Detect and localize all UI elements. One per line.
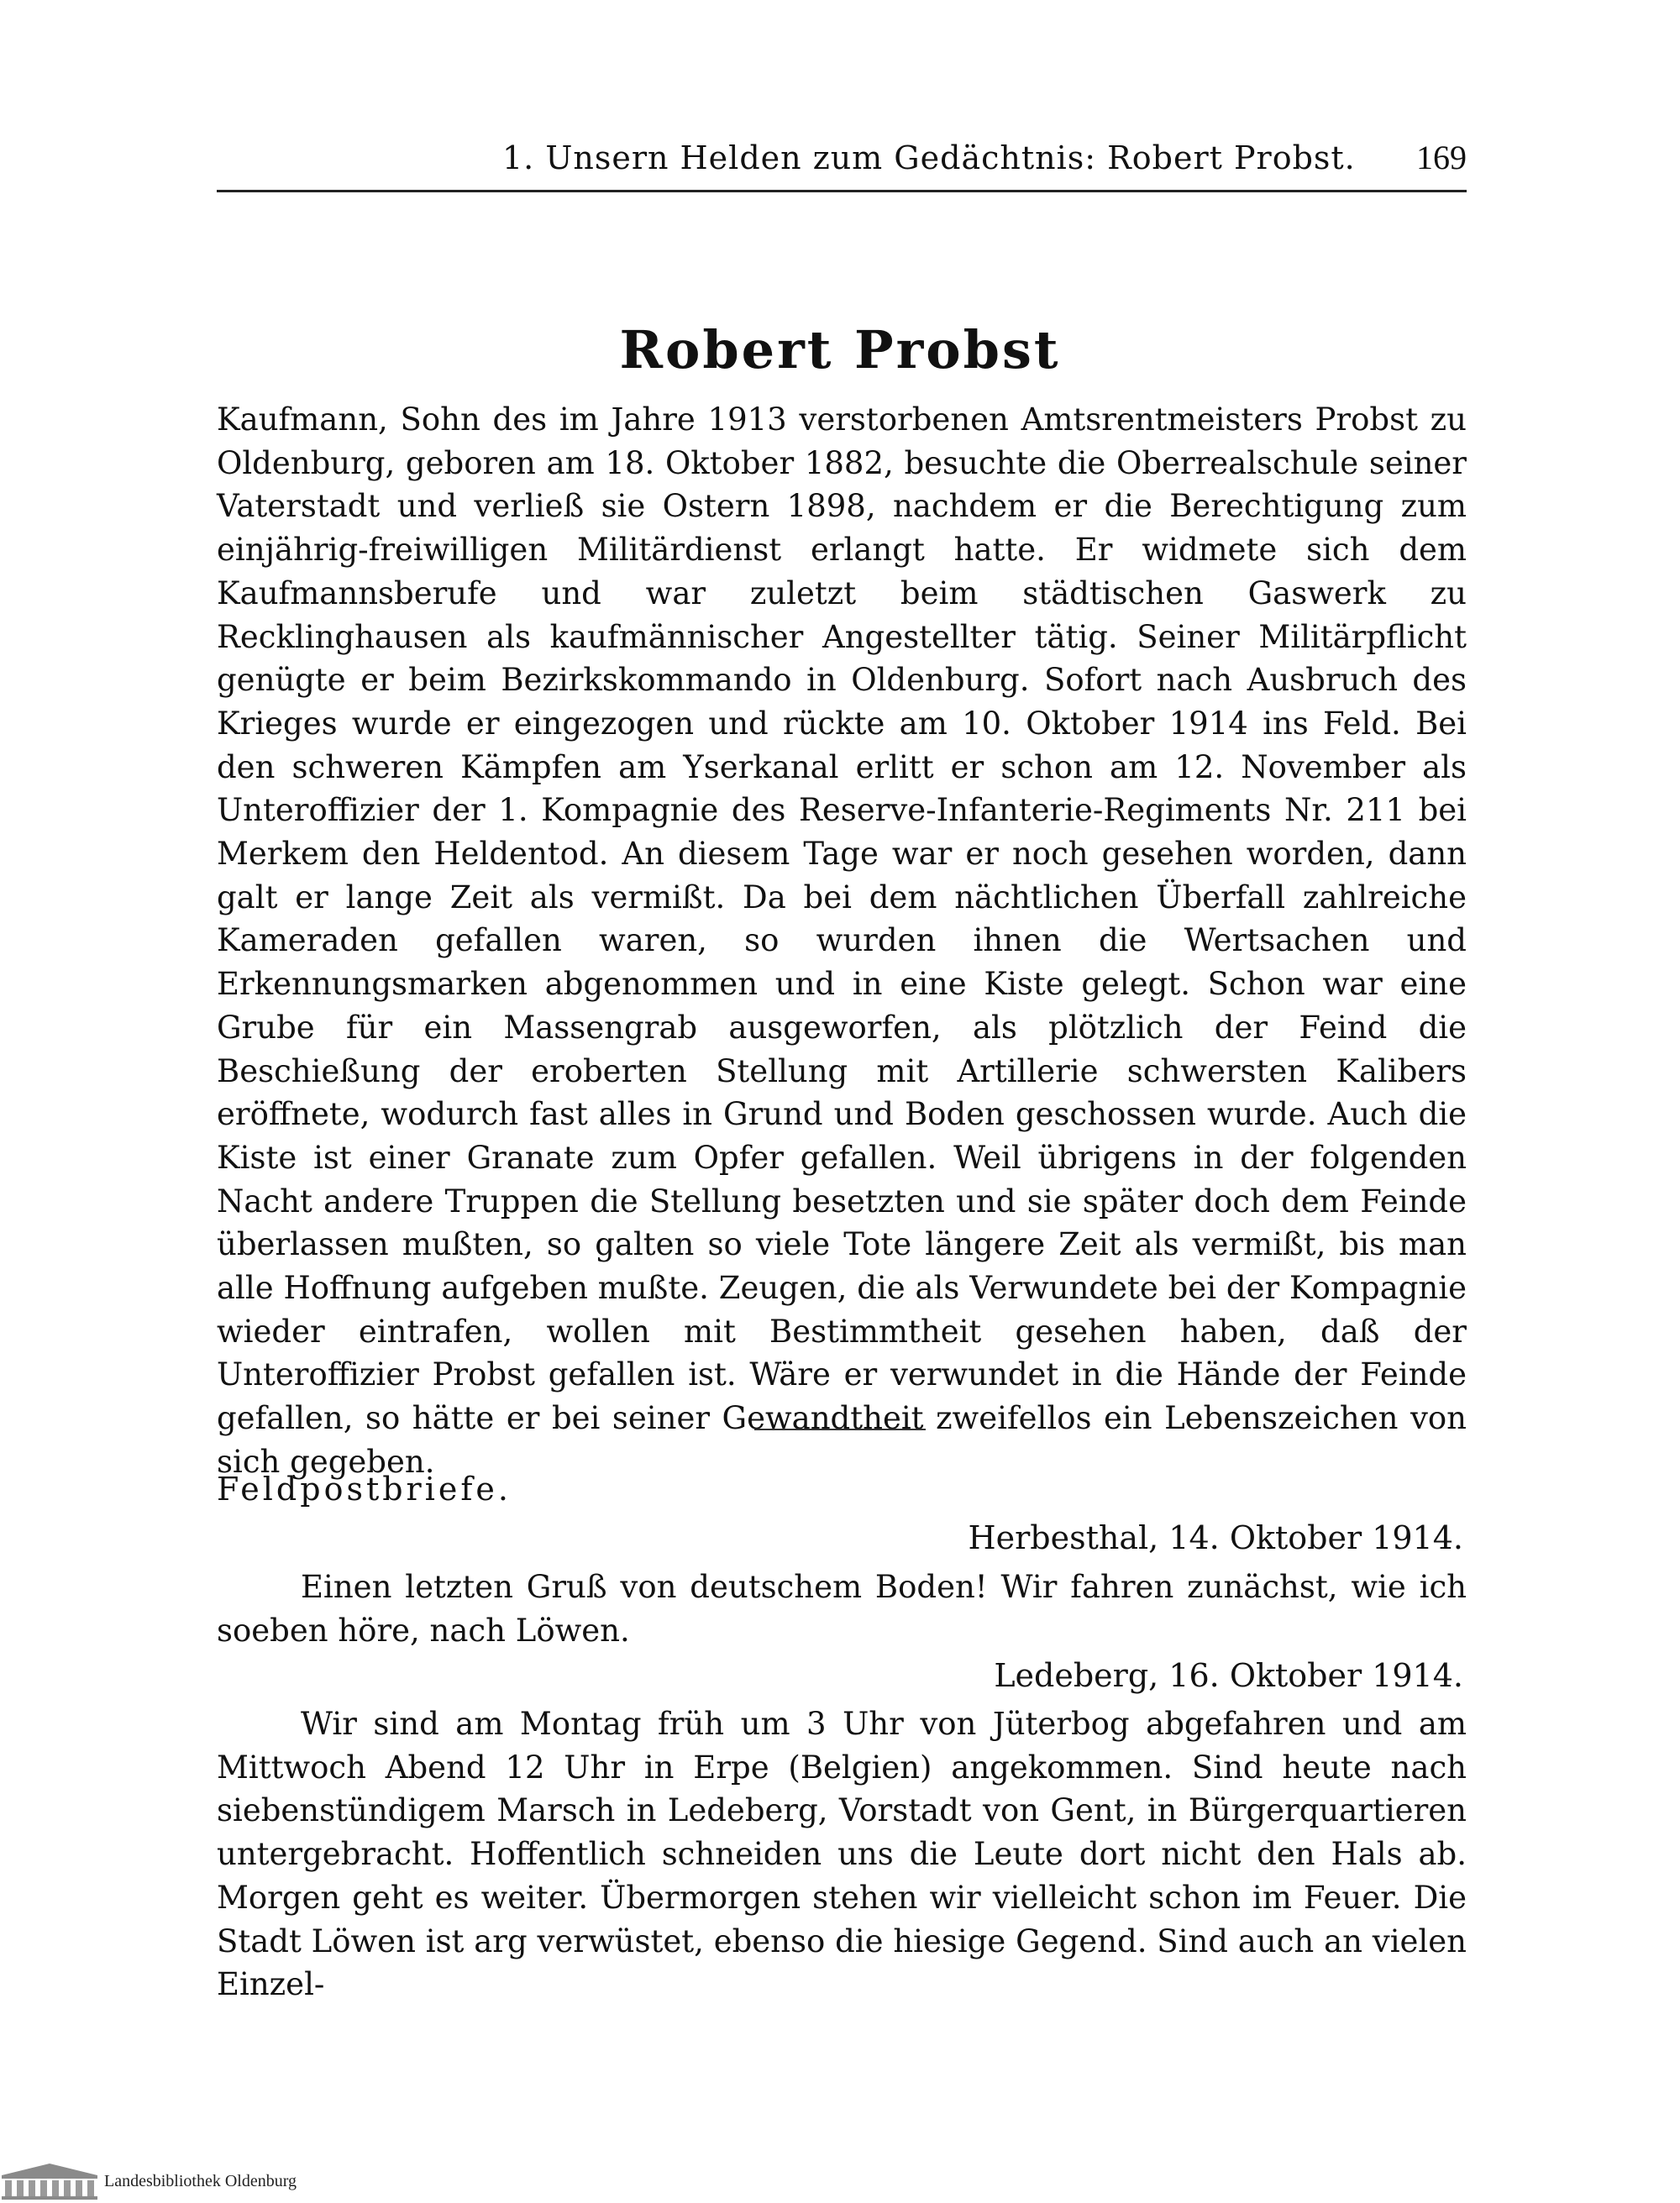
letter-text: Wir sind am Montag früh um 3 Uhr von Jüterbog abgefahren und am Mittwoch Abend 12 Uhr in Erpe (Belgien) angekommen. Sind heute nach siebenstündigem Marsch in Ledeberg, Vorstadt von Gent, in Bürgerquartieren untergebracht. Hoffentlich schneiden uns die Leute dort nicht den Hals ab. Morgen geht es weiter. Übermorgen stehen wir vielleicht schon im Feuer. Die Stadt Löwen ist arg verwüstet, ebenso die hiesige Gegend. Sind auch an vielen Einzel- [217, 1706, 1467, 2003]
page-number: 169 [1416, 139, 1467, 176]
letters-heading: Feldpostbriefe. [217, 1471, 512, 1508]
header-rule [217, 190, 1467, 192]
library-credit: Landesbibliothek Oldenburg [104, 2172, 297, 2190]
letter-dateline: Herbesthal, 14. Oktober 1914. [968, 1519, 1463, 1556]
running-title: 1. Unsern Helden zum Gedächtnis: Robert Probst. [502, 139, 1356, 176]
article-title: Robert Probst [619, 319, 1061, 380]
letter-text: Einen letzten Gruß von deutschem Boden! Wir fahren zunächst, wie ich soeben höre, nach Löwen. [217, 1569, 1467, 1649]
letter-body [217, 1566, 1467, 1652]
letter-dateline: Ledeberg, 16. Oktober 1914. [994, 1657, 1463, 1694]
biography-paragraph [217, 398, 1467, 1484]
running-header [217, 138, 1467, 185]
section-divider [754, 1429, 926, 1430]
library-building-icon [0, 2162, 99, 2200]
biography-text: Kaufmann, Sohn des im Jahre 1913 verstorbenen Amtsrentmeisters Probst zu Oldenburg, geboren am 18. Oktober 1882, besuchte die Oberrealschule seiner Vaterstadt und verließ sie Ostern 1898, nachdem er die Berechtigung zum einjährig-freiwilligen Militärdienst erlangt hatte. Er widmete sich dem Kaufmannsberufe und war zuletzt beim städtischen Gaswerk zu Recklinghausen als kaufmännischer Angestellter tätig. Seiner Militärpflicht genügte er beim Bezirkskommando in Oldenburg. Sofort nach Ausbruch des Krieges wurde er eingezogen und rückte am 10. Oktober 1914 ins Feld. Bei den schweren Kämpfen am Yserkanal erlitt er schon am 12. November als Unteroffizier der 1. Kompagnie des Reserve-Infanterie-Regiments Nr. 211 bei Merkem den Heldentod. An diesem Tage war er noch gesehen worden, dann galt er lange Zeit als vermißt. Da bei dem nächtlichen Überfall zahlreiche Kameraden gefallen waren, so wurden ihnen die Wertsachen und Erkennungsmarken abgenommen und in eine Kiste gelegt. Schon war eine Grube für ein Massengrab ausgeworfen, als plötzlich der Feind die Beschießung der eroberten Stellung mit Artillerie schwersten Kalibers eröffnete, wodurch fast alles in Grund und Boden geschossen wurde. Auch die Kiste ist einer Granate zum Opfer gefallen. Weil übrigens in der folgenden Nacht andere Truppen die Stellung besetzten und sie später doch dem Feinde überlassen mußten, so galten so viele Tote längere Zeit als vermißt, bis man alle Hoffnung aufgeben mußte. Zeugen, die als Verwundete bei der Kompagnie wieder eintrafen, wollen mit Bestimmtheit gesehen haben, daß der Unteroffizier Probst gefallen ist. Wäre er verwundet in die Hände der Feinde gefallen, so hätte er bei seiner Gewandtheit zweifellos ein Lebenszeichen von sich gegeben. [217, 401, 1467, 1480]
letter-body [217, 1702, 1467, 2006]
